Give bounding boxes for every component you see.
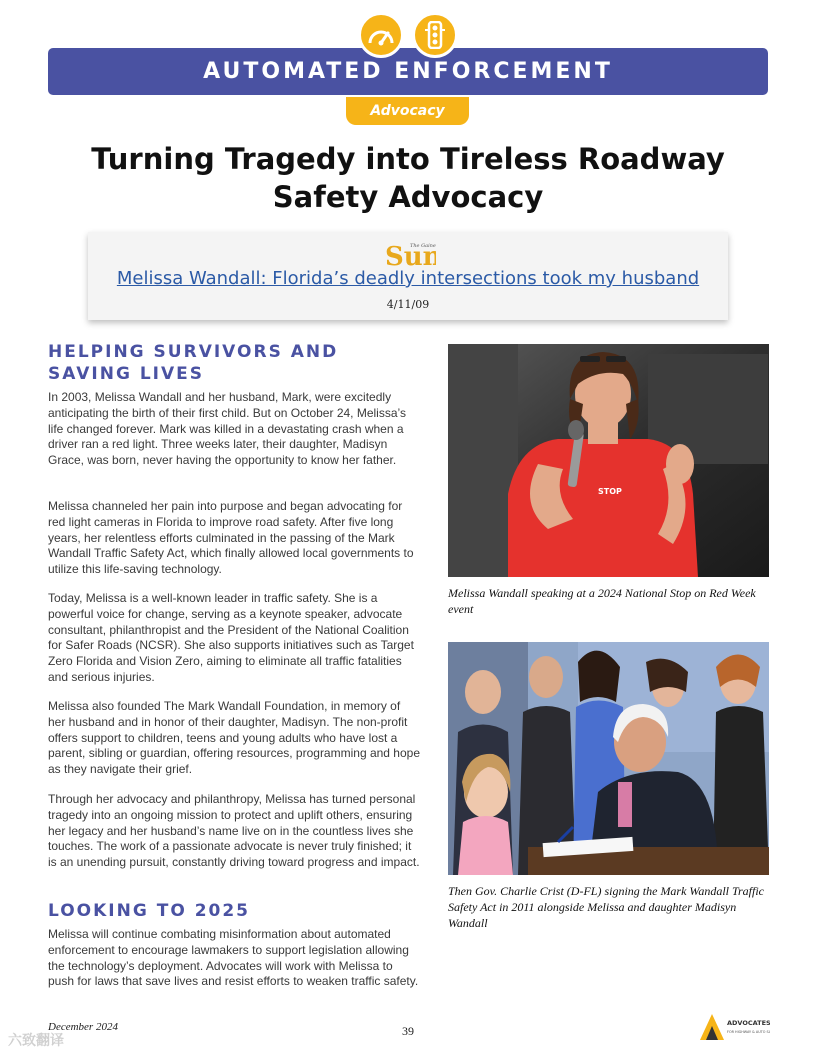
article-card [88,232,728,320]
gainesville-sun-logo [384,238,436,268]
banner-title: AUTOMATED ENFORCEMENT [203,59,613,84]
svg-text:FOR HIGHWAY & AUTO SAFETY: FOR HIGHWAY & AUTO S [727,1030,769,1034]
svg-text:The Gainesville: The Gaine [410,243,436,249]
svg-text:Sun: Sun [385,242,436,268]
photo-bill-signing [448,642,769,875]
photo-melissa-speaking [448,344,769,577]
section-label-pill [346,97,469,125]
section-heading-looking-to-2025: LOOKING TO 2025 [48,901,251,921]
page-number: 39 [402,1024,414,1038]
paragraph: Today, Melissa is a well-known leader in traffic safety. She is a powerful voice for change, serving as a keynote speaker, advocate consultant, philanthropist and the President of the National Coalition for Safer Roads (NCSR). She also supports initiatives such as Target Zero Florida and Vision Zero, aiming to eliminate all traffic fatalities and serious injuries. [48,591,414,684]
photo-caption: Then Gov. Charlie Crist (D-FL) signing the Mark Wandall Traffic Safety Act in 2011 alongside Melissa and daughter Madisyn Wandall [448,884,765,930]
svg-text:ADVOCATES: ADVOCATES [727,1019,770,1027]
paragraph: Melissa channeled her pain into purpose and began advocating for red light cameras in Florida to improve road safety. After five long years, her relentless efforts culminated in the passing of the Mark Wandall Traffic Safety Act, which finally allowed local governments to utilize this life-saving technology. [48,499,414,577]
paragraph: Through her advocacy and philanthropy, Melissa has turned personal tragedy into an ongoing mission to protect and uplift others, ensuring her legacy and her husband’s name live on in the countless lives she touches. The work of a passionate advocate is never truly finished; it is an unending pursuit, constantly driving toward progress and impact. [48,792,420,870]
paragraph: Melissa also founded The Mark Wandall Foundation, in memory of her husband and in honor of their daughter, Madisyn. The non-profit offers support to children, teens and young adults who have lost a parent, sibling or guardian, offering resources, programming and hope as they navigate their grief. [48,699,420,777]
advocates-logo [700,1012,770,1042]
page-title: Turning Tragedy into Tireless Roadway Safety Advocacy [91,142,725,214]
paragraph: Melissa will continue combating misinformation about automated enforcement to encourage lawmakers to support legislation allowing the technology’s deployment. Advocates will work with Melissa to push for laws that save lives and resist efforts to weaken traffic safety. [48,927,419,989]
section-label: Advocacy [370,103,445,119]
article-date: 4/11/09 [386,298,430,311]
section-heading-helping-survivors: HELPING SURVIVORS AND SAVING LIVES [48,342,339,384]
footer-date: December 2024 [48,1021,118,1033]
speedometer-icon [358,12,404,58]
article-link[interactable]: Melissa Wandall: Florida’s deadly intersections took my husband [116,268,700,289]
paragraph: In 2003, Melissa Wandall and her husband, Mark, were excitedly anticipating the birth of their first child. But on October 24, Melissa’s life changed forever. Mark was killed in a devastating crash when a driver ran a red light. Three weeks later, their daughter, Madisyn Grace, was born, never having the opportunity to know her father. [48,390,406,468]
section-banner [48,48,768,95]
watermark: 六致翻译 [8,1033,64,1049]
traffic-light-icon [412,12,458,58]
photo-caption: Melissa Wandall speaking at a 2024 National Stop on Red Week event [448,586,756,616]
svg-text:STOP: STOP [598,487,622,496]
